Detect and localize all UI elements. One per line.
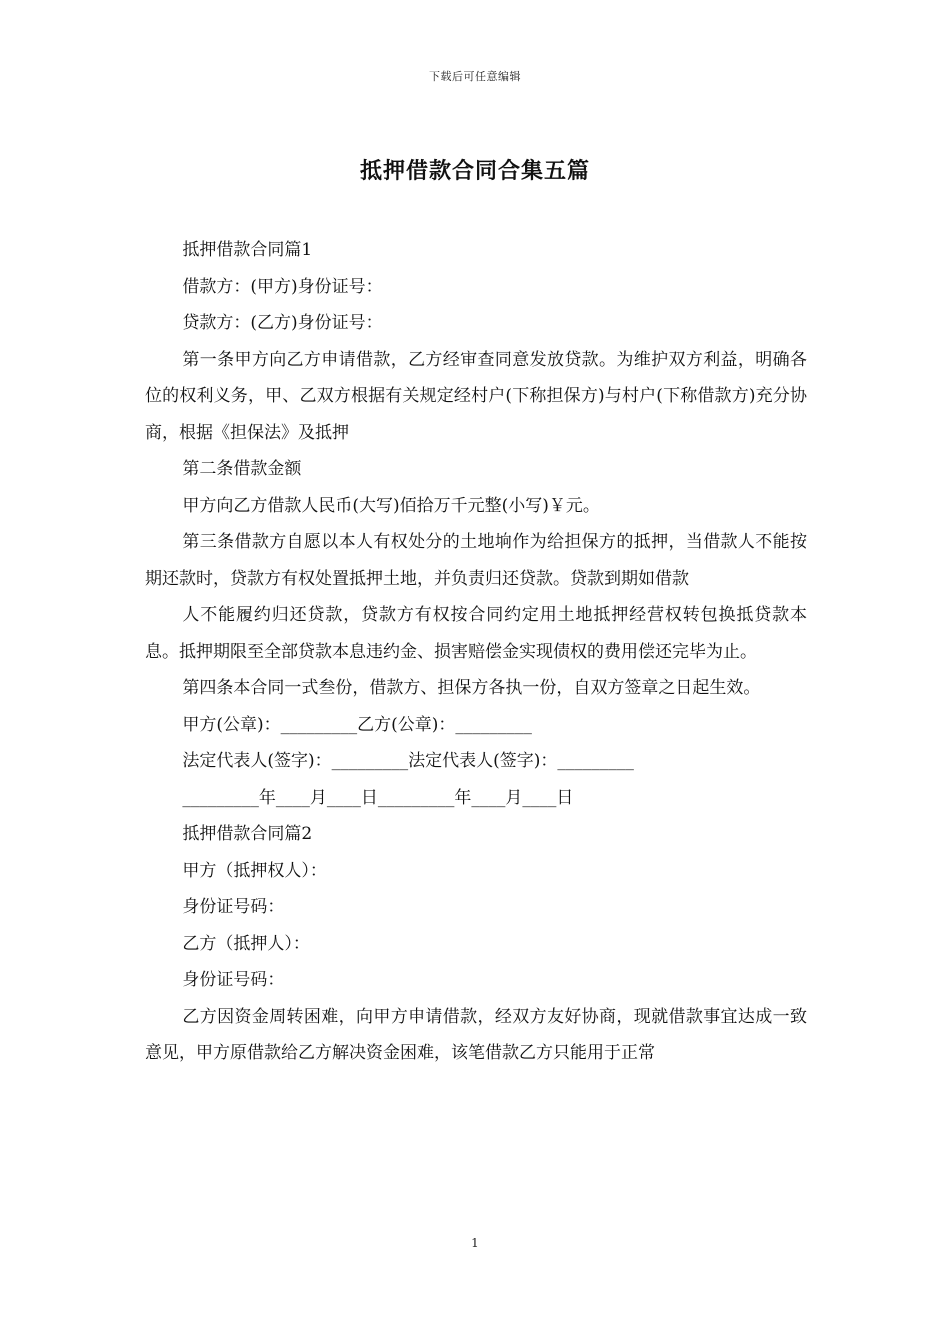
loan-amount-paragraph: 甲方向乙方借款人民币(大写)佰拾万千元整(小写)￥元。 bbox=[182, 495, 600, 516]
article-4-paragraph: 第四条本合同一式叁份，借款方、担保方各执一份，自双方签章之日起生效。 bbox=[182, 678, 761, 698]
section-heading-1: 抵押借款合同篇1 bbox=[182, 240, 313, 260]
header-note: 下载后可任意编辑 bbox=[429, 70, 521, 83]
party-b-id-line: 身份证号码： bbox=[182, 970, 285, 990]
party-seal-line: 甲方(公章)：_________乙方(公章)：_________ bbox=[182, 714, 532, 735]
page-number: 1 bbox=[471, 1236, 479, 1250]
date-line: _________年____月____日_________年____月____日 bbox=[182, 787, 574, 808]
lender-line: 贷款方：(乙方)身份证号： bbox=[182, 313, 383, 333]
article-3-paragraph: 第三条借款方自愿以本人有权处分的土地垧作为给担保方的抵押，当借款人不能按期还款时，贷款方有权处置抵押土地，并负责归还贷款。贷款到期如借款 bbox=[145, 532, 807, 589]
article-3-continued-paragraph: 人不能履约归还贷款，贷款方有权按合同约定用土地抵押经营权转包换抵贷款本息。抵押期限至全部贷款本息违约金、损害赔偿金实现债权的费用偿还完毕为止。 bbox=[145, 605, 807, 662]
borrower-line: 借款方：(甲方)身份证号： bbox=[182, 276, 383, 297]
party-a-mortgagee-line: 甲方（抵押权人）： bbox=[182, 860, 327, 881]
contract-preamble-paragraph: 乙方因资金周转困难，向甲方申请借款，经双方友好协商，现就借款事宜达成一致意见，甲方原借款给乙方解决资金困难，该笔借款乙方只能用于正常 bbox=[145, 1006, 807, 1063]
article-2-heading: 第二条借款金额 bbox=[182, 459, 302, 479]
party-b-mortgagor-line: 乙方（抵押人）： bbox=[182, 933, 310, 954]
party-a-id-line: 身份证号码： bbox=[182, 897, 285, 917]
document-title: 抵押借款合同合集五篇 bbox=[359, 158, 590, 184]
document-body bbox=[145, 232, 807, 1072]
legal-representative-line: 法定代表人(签字)：_________法定代表人(签字)：_________ bbox=[182, 751, 634, 771]
section-heading-2: 抵押借款合同篇2 bbox=[182, 824, 313, 844]
article-1-paragraph: 第一条甲方向乙方申请借款，乙方经审查同意发放贷款。为维护双方利益，明确各位的权利义务，甲、乙双方根据有关规定经村户(下称担保方)与村户(下称借款方)充分协商，根据《担保法》及抵押 bbox=[145, 349, 807, 443]
